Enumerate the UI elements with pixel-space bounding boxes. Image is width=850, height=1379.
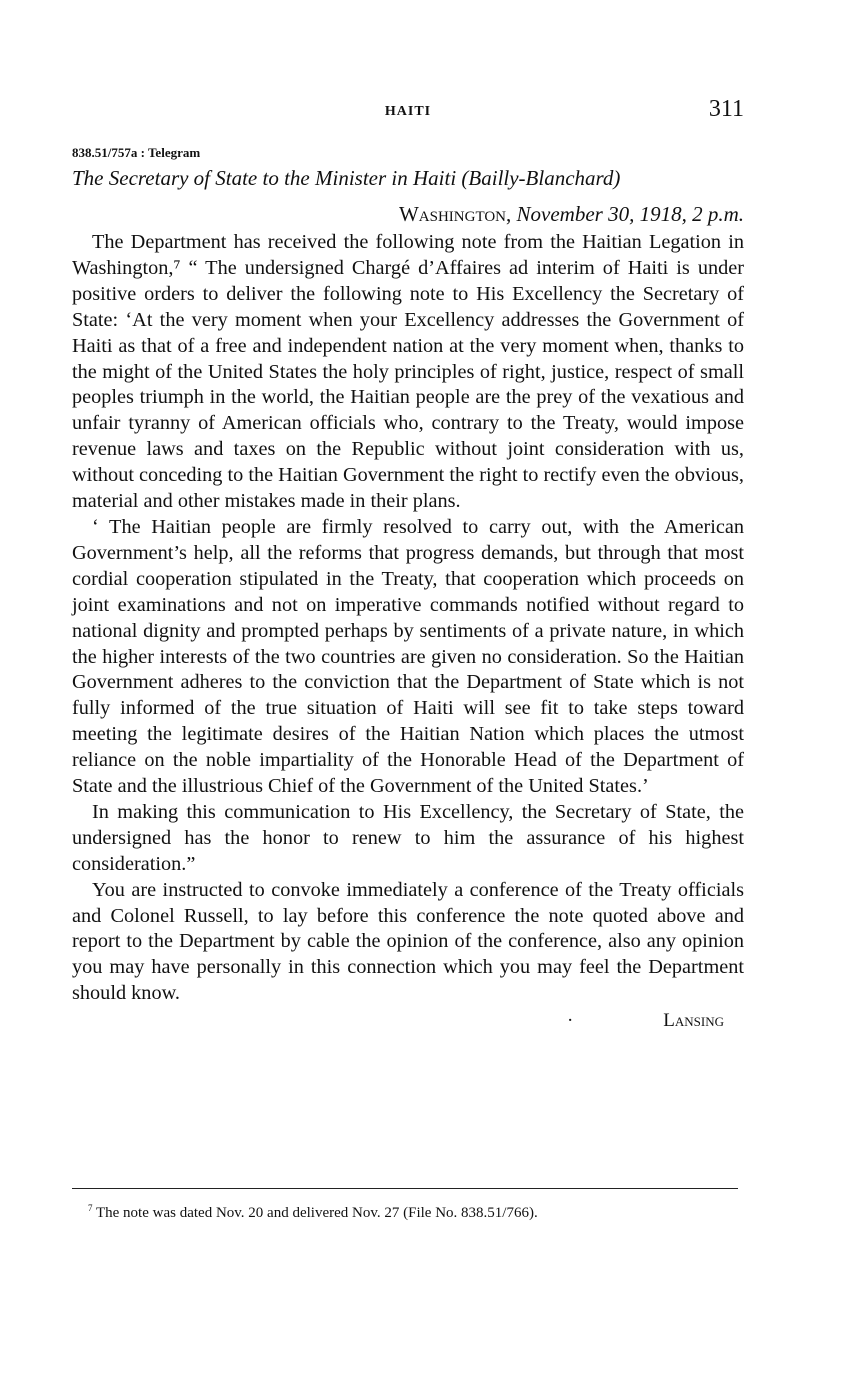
footnote-text: The note was dated Nov. 20 and delivered Nov. 27 (File No. 838.51/766). — [95, 1205, 538, 1221]
page-number: 311 — [708, 96, 744, 122]
paragraph-2: ‘ The Haitian people are firmly resolved to carry out, with the American Government’s help, all the reforms that progress demands, but through that most cordial cooperation stipulated in the Treaty, that cooperation which proceeds on joint examinations and not on imperative commands notified without regard to national dignity and prompted perhaps by sentiments of a private nature, in which the higher interests of the two countries are given no consideration. So the Haitian Government adheres to the conviction that the Department of State which is not fully informed of the true situation of Haiti will see fit to take steps toward meeting the legitimate desires of the Haitian Nation which places the utmost reliance on the noble impartiality of the Honorable Head of the Department of State and the illustrious Chief of the Government of the United States.’ — [72, 515, 744, 798]
paragraph-3: In making this communication to His Excellency, the Secretary of State, the undersigned has the honor to renew to him the assurance of his highest consideration.” — [72, 800, 744, 875]
signature-line — [72, 1007, 744, 1035]
document-page — [72, 96, 744, 1035]
paragraph-4: You are instructed to convoke immediately a conference of the Treaty officials and Colonel Russell, to lay before this conference the note quoted above and report to the Department by cable the opinion of the conference, also any opinion you may have personally in this connection which you may feel the Department should know. — [72, 878, 744, 1005]
dateline-date: November 30, 1918, 2 p.m. — [516, 202, 744, 226]
dateline-place: Washington, — [398, 202, 512, 226]
running-head — [72, 96, 744, 130]
telegram-body — [72, 230, 744, 1007]
dateline — [72, 200, 744, 228]
footnote-marker: 7 — [88, 1203, 93, 1213]
signature-dot: · — [566, 1010, 574, 1032]
running-head-title: HAITI — [384, 104, 432, 119]
document-heading: The Secretary of State to the Minister in Haiti (Bailly-Blanchard) — [72, 166, 621, 190]
footnote — [88, 1198, 538, 1223]
paragraph-1: The Department has received the following note from the Haitian Legation in Washington,⁷ “ The undersigned Chargé d’Affaires ad interim of Haiti is under positive orders to deliver the following note to His Excellency the Secretary of State: ‘At the very moment when your Excellency addresses the Government of Haiti as that of a free and independent nation at the very moment when, thanks to the might of the United States the holy principles of right, justice, respect of small peoples triumph in the world, the Haitian people are the prey of the vexatious and unfair tyranny of American officials who, contrary to the Treaty, would impose revenue laws and taxes on the Republic without joint consideration with us, without conceding to the Haitian Government the right to rectify even the obvious, material and other mistakes made in their plans. — [72, 231, 744, 513]
file-reference: 838.51/757a : Telegram — [72, 145, 201, 160]
footnote-divider — [72, 1188, 738, 1189]
signature: Lansing — [663, 1010, 724, 1032]
